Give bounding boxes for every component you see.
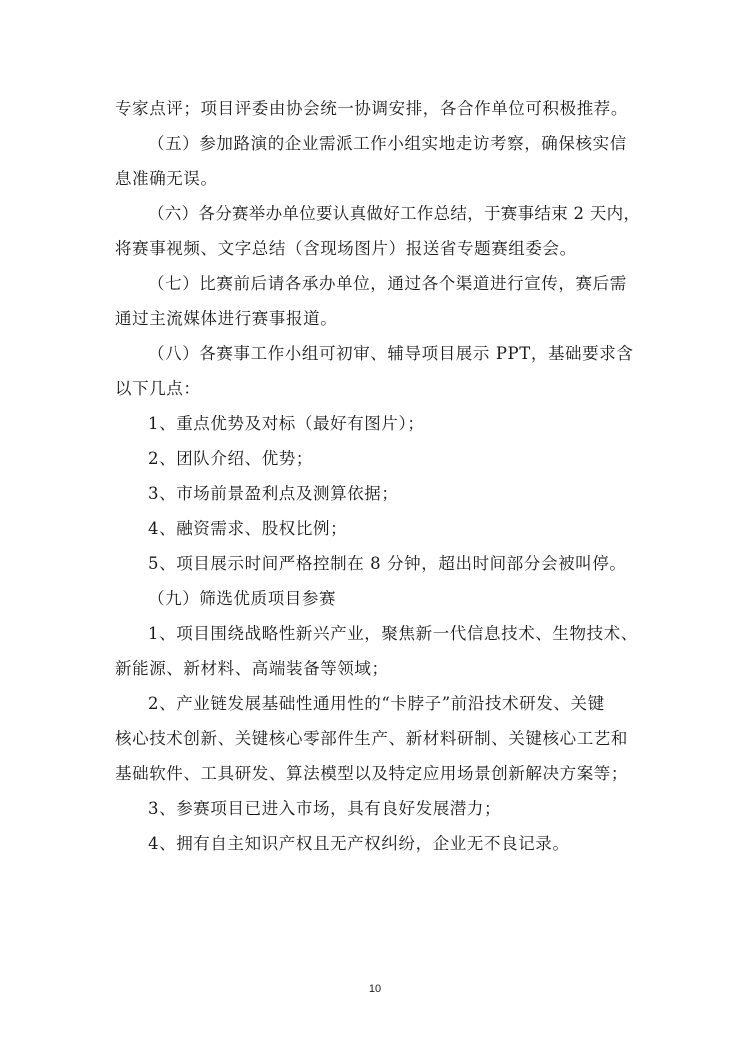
paragraph-line: 专家点评；项目评委由协会统一协调安排，各合作单位可积极推荐。	[115, 99, 628, 118]
paragraph-line: （八）各赛事工作小组可初审、辅导项目展示 PPT，基础要求含	[148, 344, 634, 363]
list-item: 5、项目展示时间严格控制在 8 分钟，超出时间部分会被叫停。	[148, 554, 627, 573]
paragraph-line: 将赛事视频、文字总结（含现场图片）报送省专题赛组委会。	[115, 239, 577, 258]
paragraph-line: 核心技术创新、关键核心零部件生产、新材料研制、关键核心工艺和	[115, 729, 628, 748]
list-item: 2、团队介绍、优势；	[148, 449, 313, 468]
paragraph-line: （五）参加路演的企业需派工作小组实地走访考察，确保核实信	[148, 134, 627, 153]
list-item: 3、参赛项目已进入市场，具有良好发展潜力；	[148, 799, 502, 818]
paragraph-line: 息准确无误。	[115, 169, 218, 188]
section-heading: （九）筛选优质项目参赛	[148, 589, 337, 608]
list-item: 2、产业链发展基础性通用性的“卡脖子”前沿技术研发、关键	[148, 694, 605, 713]
list-item: 4、拥有自主知识产权且无产权纠纷，企业无不良记录。	[148, 834, 570, 853]
paragraph-line: （六）各分赛举办单位要认真做好工作总结，于赛事结束 2 天内，	[148, 204, 641, 223]
list-item: 1、项目围绕战略性新兴产业，聚焦新一代信息技术、生物技术、	[148, 624, 638, 643]
list-item: 4、融资需求、股权比例；	[148, 519, 348, 538]
page-number: 10	[368, 983, 382, 995]
paragraph-line: 通过主流媒体进行赛事报道。	[115, 309, 338, 328]
paragraph-line: 新能源、新材料、高端装备等领域；	[115, 659, 389, 678]
list-item: 3、市场前景盈利点及测算依据；	[148, 484, 399, 503]
paragraph-line: 基础软件、工具研发、算法模型以及特定应用场景创新解决方案等；	[115, 764, 628, 783]
list-item: 1、重点优势及对标（最好有图片）；	[148, 414, 425, 433]
paragraph-line: （七）比赛前后请各承办单位，通过各个渠道进行宣传，赛后需	[148, 274, 627, 293]
paragraph-line: 以下几点：	[115, 379, 201, 398]
